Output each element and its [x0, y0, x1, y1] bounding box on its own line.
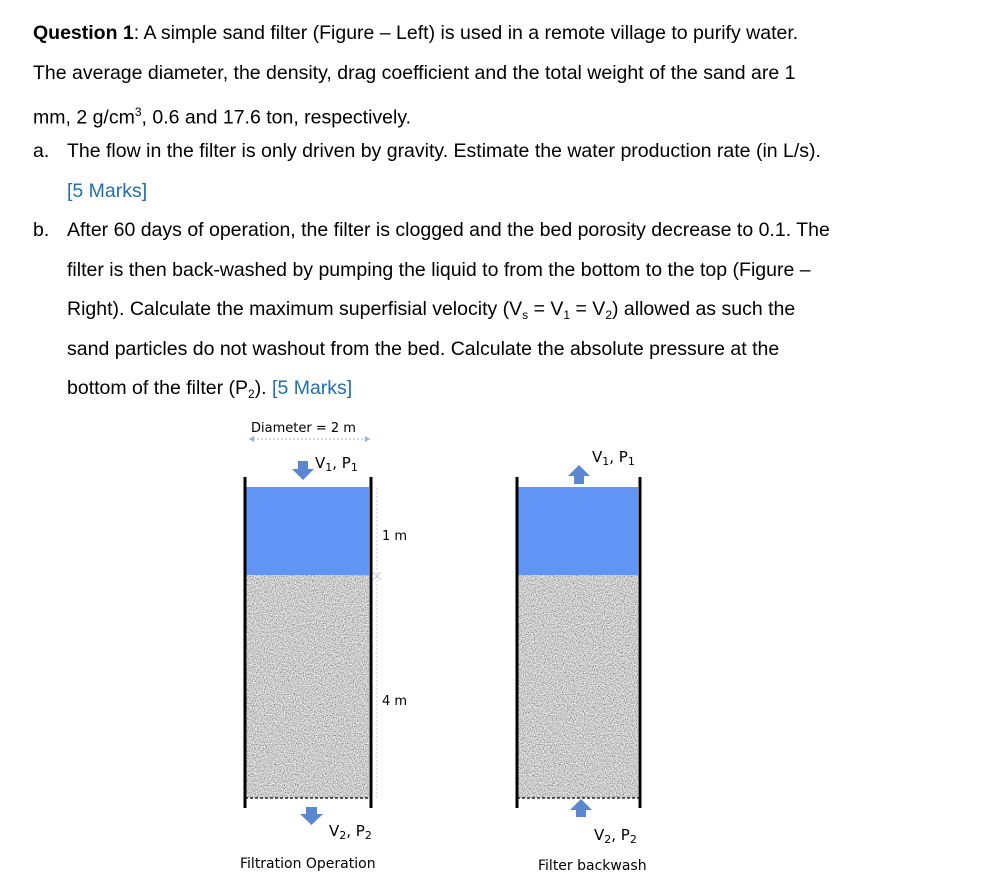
question-intro-line2: The average diameter, the density, drag coefficient and the total weight of the sand are 1 — [33, 61, 796, 84]
question-heading: Question 1 — [33, 22, 134, 44]
sand-bed-right — [518, 575, 638, 798]
bottom-label-left: $V_2$, $P_2$ — [329, 822, 372, 842]
part-b-line1: After 60 days of operation, the filter is clogged and the bed porosity decrease to 0.1. The — [67, 219, 830, 241]
part-a-letter: a. — [33, 140, 50, 162]
outflow-arrow-down-icon — [300, 807, 323, 825]
part-a — [67, 132, 947, 211]
diameter-arrow-right — [365, 436, 370, 442]
sub-s: s — [522, 308, 529, 322]
sand-bed — [246, 575, 369, 798]
part-b-line3b: ) allowed as such the — [612, 298, 796, 320]
part-b-line5b: ). — [254, 377, 273, 399]
left-filter — [240, 421, 407, 872]
sub-p2: 2 — [248, 387, 255, 401]
bottom-label-right: $V_2$, $P_2$ — [594, 826, 637, 846]
flow-arrow-down-icon — [292, 461, 314, 480]
inflow-arrow-up-icon — [570, 799, 592, 817]
diameter-arrow-left — [249, 436, 254, 442]
sub-1: 1 — [563, 308, 571, 322]
part-b-letter: b. — [33, 219, 50, 241]
water-height-label: 1 m — [382, 529, 408, 544]
question-intro — [33, 14, 963, 138]
top-label-right: $V_1$, $P_1$ — [592, 448, 635, 468]
part-b-line2: filter is then back-washed by pumping the liquid to from the bottom to the top (Figure – — [67, 258, 811, 281]
part-b — [67, 211, 947, 409]
question-intro-line3a: mm, 2 g/cm — [33, 106, 135, 129]
left-caption: Filtration Operation — [240, 856, 376, 872]
sand-height-label: 4 m — [382, 694, 408, 709]
sand-filter-figure — [0, 410, 989, 880]
diameter-label: Diameter = 2 m — [251, 421, 356, 436]
part-b-marks: [5 Marks] — [272, 377, 353, 399]
part-a-text: The flow in the filter is only driven by gravity. Estimate the water production rate (in L/s). — [67, 140, 821, 162]
eq2: = V — [570, 298, 606, 320]
question-intro-line3b: , 0.6 and 17.6 ton, respectively. — [141, 106, 412, 129]
right-filter — [517, 448, 647, 874]
part-b-line5a: bottom of the filter (P — [67, 377, 248, 399]
backwash-arrow-up-icon — [568, 465, 590, 484]
right-caption: Filter backwash — [538, 858, 647, 874]
superscript-3: 3 — [134, 105, 142, 119]
water-layer — [246, 487, 369, 575]
eq1: = V — [528, 298, 564, 320]
top-label-left: $V_1$, $P_1$ — [315, 454, 358, 474]
part-a-marks: [5 Marks] — [67, 179, 148, 202]
part-b-line4: sand particles do not washout from the bed. Calculate the absolute pressure at the — [67, 337, 780, 360]
water-layer-right — [518, 487, 638, 575]
sub-2: 2 — [605, 308, 612, 322]
question-intro-line1: : A simple sand filter (Figure – Left) is used in a remote village to purify water. — [133, 22, 799, 44]
part-b-line3a: Right). Calculate the maximum superfisial velocity (V — [67, 298, 523, 320]
